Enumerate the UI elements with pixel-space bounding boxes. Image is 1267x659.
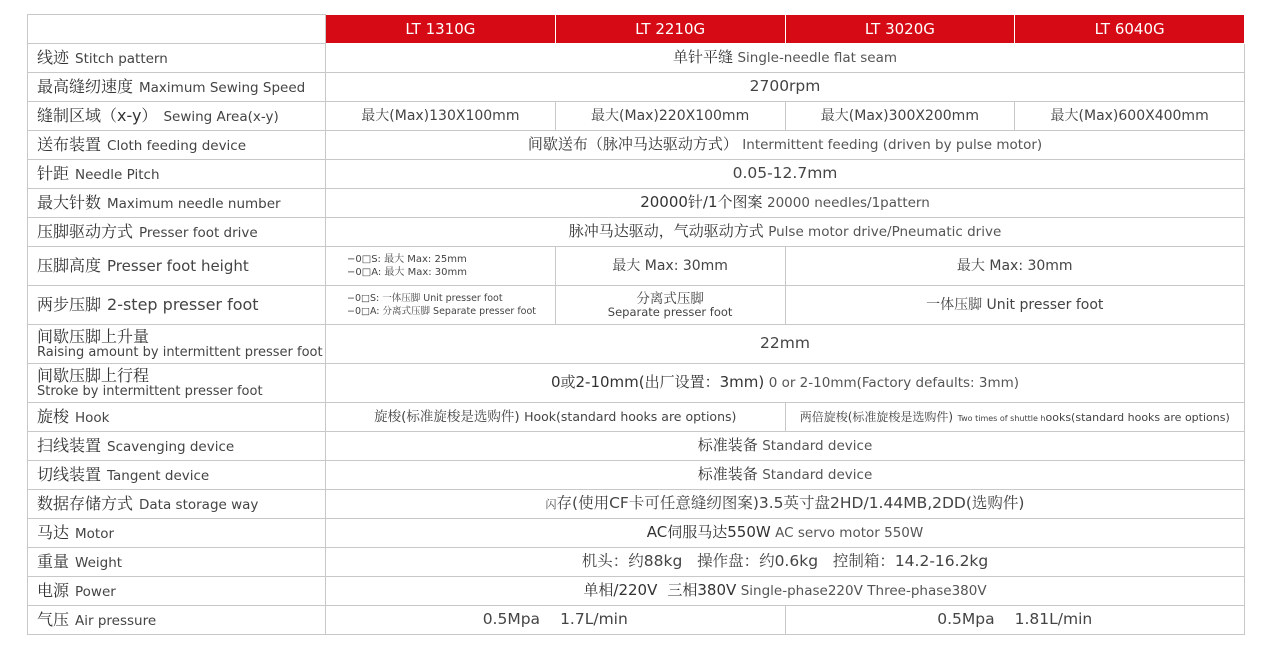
label-en: Scavenging device bbox=[107, 438, 235, 455]
value-en: Hook(standard hooks are options) bbox=[524, 408, 737, 424]
label-zh: 气压 bbox=[37, 609, 70, 629]
value-line: −0□A: 分离式压脚 Separate presser foot bbox=[347, 306, 537, 317]
row-label bbox=[28, 247, 326, 286]
table-row bbox=[28, 218, 1245, 247]
model-header: LT 2210G bbox=[555, 15, 785, 44]
label-en: Presser foot height bbox=[107, 256, 249, 275]
row-label bbox=[28, 606, 326, 635]
value-text: 1.81L/min bbox=[1014, 610, 1093, 629]
row-value: 最大(Max)130X100mm bbox=[326, 102, 556, 131]
table-row bbox=[28, 102, 1245, 131]
value-en: Three-phase380V bbox=[867, 583, 987, 600]
corner-cell bbox=[28, 15, 326, 44]
value-text: 0.5Mpa bbox=[937, 610, 995, 629]
row-value bbox=[555, 286, 785, 325]
row-value: 0.05-12.7mm bbox=[326, 160, 1245, 189]
row-value bbox=[785, 606, 1245, 635]
label-zh: 压脚驱动方式 bbox=[37, 221, 134, 241]
label-en: Hook bbox=[75, 409, 110, 426]
row-label bbox=[28, 189, 326, 218]
row-value bbox=[326, 519, 1245, 548]
row-value bbox=[326, 189, 1245, 218]
label-en: Motor bbox=[75, 525, 115, 542]
value-en: Single-phase220V bbox=[740, 583, 863, 600]
table-row bbox=[28, 364, 1245, 403]
row-value bbox=[326, 490, 1245, 519]
value-zh: 标准装备 bbox=[697, 465, 758, 484]
value-en: Standard device bbox=[762, 438, 873, 455]
table-row bbox=[28, 73, 1245, 102]
value-zh: 标准装备 bbox=[697, 436, 758, 455]
label-zh: 针距 bbox=[37, 163, 70, 183]
value-en: Separate presser foot bbox=[607, 304, 733, 319]
table-row bbox=[28, 461, 1245, 490]
value-en-small: Two times of shuttle h bbox=[957, 413, 1046, 423]
value-en: AC servo motor 550W bbox=[775, 525, 924, 542]
value-line: −0□A: 最大 Max: 30mm bbox=[347, 267, 468, 278]
row-value: 机头：约88kg 操作盘：约0.6kg 控制箱：14.2-16.2kg bbox=[326, 548, 1245, 577]
model-header: LT 6040G bbox=[1015, 15, 1245, 44]
table-row bbox=[28, 519, 1245, 548]
label-en: Sewing Area(x-y) bbox=[163, 108, 279, 125]
row-value: 2700rpm bbox=[326, 73, 1245, 102]
row-value bbox=[326, 461, 1245, 490]
label-zh: 间歇压脚上行程 bbox=[37, 365, 150, 385]
label-zh: 重量 bbox=[37, 551, 70, 571]
value-en: ooks(standard hooks are options) bbox=[1045, 410, 1230, 424]
row-value bbox=[326, 432, 1245, 461]
value-line: −0□S: 一体压脚 Unit presser foot bbox=[347, 293, 503, 304]
label-zh: 送布装置 bbox=[37, 134, 102, 154]
row-value bbox=[785, 403, 1245, 432]
value-en: Single-needle flat seam bbox=[737, 50, 898, 67]
row-label bbox=[28, 160, 326, 189]
value-en: 20000 needles/1pattern bbox=[766, 195, 930, 212]
value-zh: 20000针/1个图案 bbox=[640, 193, 763, 212]
row-value: 一体压脚 Unit presser foot bbox=[785, 286, 1245, 325]
row-label bbox=[28, 432, 326, 461]
row-value bbox=[326, 44, 1245, 73]
row-label bbox=[28, 73, 326, 102]
label-en: Maximum needle number bbox=[107, 195, 281, 212]
spec-table bbox=[27, 14, 1245, 635]
label-en: Raising amount by intermittent presser foot bbox=[37, 344, 323, 360]
row-label bbox=[28, 519, 326, 548]
row-value bbox=[326, 131, 1245, 160]
row-label bbox=[28, 548, 326, 577]
table-row bbox=[28, 325, 1245, 364]
table-row bbox=[28, 432, 1245, 461]
label-en: Tangent device bbox=[107, 467, 210, 484]
value-zh: 两倍旋梭(标准旋梭是选购件) bbox=[799, 409, 954, 424]
label-en: Maximum Sewing Speed bbox=[139, 79, 306, 96]
row-value bbox=[326, 364, 1245, 403]
value-en: Pulse motor drive/Pneumatic drive bbox=[768, 224, 1002, 241]
row-value bbox=[326, 218, 1245, 247]
table-row bbox=[28, 131, 1245, 160]
row-value bbox=[326, 403, 786, 432]
row-label bbox=[28, 364, 326, 403]
value-zh: 三相380V bbox=[667, 581, 737, 600]
row-value bbox=[326, 606, 786, 635]
row-label bbox=[28, 490, 326, 519]
value-zh: 0或2-10mm(出厂设置：3mm) bbox=[550, 373, 765, 392]
value-text: 存(使用CF卡可任意缝纫图案)3.5英寸盘2HD/1.44MB,2DD(选购件) bbox=[556, 494, 1025, 513]
row-value: 最大 Max: 30mm bbox=[555, 247, 785, 286]
label-zh: 两步压脚 bbox=[37, 294, 102, 314]
row-label bbox=[28, 325, 326, 364]
row-value: 22mm bbox=[326, 325, 1245, 364]
label-zh: 缝制区域（x-y） bbox=[37, 105, 158, 125]
row-label bbox=[28, 218, 326, 247]
label-zh: 最大针数 bbox=[37, 192, 102, 212]
value-zh: 分离式压脚 bbox=[636, 290, 704, 307]
row-value: 最大(Max)600X400mm bbox=[1015, 102, 1245, 131]
row-label bbox=[28, 44, 326, 73]
row-value: 最大(Max)220X100mm bbox=[555, 102, 785, 131]
value-zh: AC伺服马达550W bbox=[646, 523, 771, 542]
row-value bbox=[326, 577, 1245, 606]
value-zh: 旋梭(标准旋梭是选购件) bbox=[374, 408, 520, 425]
value-en: Standard device bbox=[762, 467, 873, 484]
table-row bbox=[28, 247, 1245, 286]
label-en: Needle Pitch bbox=[75, 166, 160, 183]
value-line: −0□S: 最大 Max: 25mm bbox=[347, 254, 467, 265]
value-zh: 间歇送布（脉冲马达驱动方式） bbox=[527, 135, 738, 154]
label-en: Stroke by intermittent presser foot bbox=[37, 383, 263, 399]
value-en: Intermittent feeding (driven by pulse motor) bbox=[742, 137, 1043, 154]
label-zh: 间歇压脚上升量 bbox=[37, 326, 150, 346]
header-row bbox=[28, 15, 1245, 44]
table-row bbox=[28, 490, 1245, 519]
table-row bbox=[28, 606, 1245, 635]
table-row bbox=[28, 44, 1245, 73]
row-value: 最大(Max)300X200mm bbox=[785, 102, 1015, 131]
label-zh: 线迹 bbox=[37, 47, 70, 67]
row-label bbox=[28, 131, 326, 160]
label-en: 2-step presser foot bbox=[107, 294, 259, 314]
table-row bbox=[28, 189, 1245, 218]
label-zh: 切线装置 bbox=[37, 464, 102, 484]
table-row bbox=[28, 403, 1245, 432]
label-en: Power bbox=[75, 583, 116, 600]
label-zh: 扫线装置 bbox=[37, 435, 102, 455]
value-zh: 脉冲马达驱动，气动驱动方式 bbox=[568, 222, 764, 241]
table-row bbox=[28, 160, 1245, 189]
label-en: Weight bbox=[75, 554, 123, 571]
label-zh: 最高缝纫速度 bbox=[37, 76, 134, 96]
value-en: 0 or 2-10mm(Factory defaults: 3mm) bbox=[768, 375, 1020, 392]
value-zh: 单针平缝 bbox=[672, 48, 733, 67]
row-value bbox=[326, 286, 556, 325]
row-label bbox=[28, 577, 326, 606]
row-value: 最大 Max: 30mm bbox=[785, 247, 1245, 286]
value-small: 闪 bbox=[545, 498, 557, 512]
row-label bbox=[28, 102, 326, 131]
label-zh: 数据存储方式 bbox=[37, 493, 134, 513]
row-label bbox=[28, 286, 326, 325]
value-text: 0.5Mpa bbox=[482, 610, 541, 629]
label-zh: 旋梭 bbox=[37, 406, 70, 426]
row-label bbox=[28, 461, 326, 490]
table-row bbox=[28, 286, 1245, 325]
label-en: Data storage way bbox=[139, 496, 259, 513]
row-value bbox=[326, 247, 556, 286]
model-header: LT 1310G bbox=[326, 15, 556, 44]
label-en: Cloth feeding device bbox=[107, 137, 247, 154]
table-row bbox=[28, 548, 1245, 577]
table-row bbox=[28, 577, 1245, 606]
label-zh: 压脚高度 bbox=[37, 255, 102, 275]
label-en: Stitch pattern bbox=[75, 50, 168, 67]
value-zh: 单相/220V bbox=[583, 581, 658, 600]
label-zh: 电源 bbox=[37, 580, 70, 600]
label-en: Presser foot drive bbox=[139, 224, 258, 241]
model-header: LT 3020G bbox=[785, 15, 1015, 44]
label-en: Air pressure bbox=[75, 612, 157, 629]
label-zh: 马达 bbox=[37, 522, 70, 542]
row-label bbox=[28, 403, 326, 432]
value-text: 1.7L/min bbox=[560, 610, 628, 629]
